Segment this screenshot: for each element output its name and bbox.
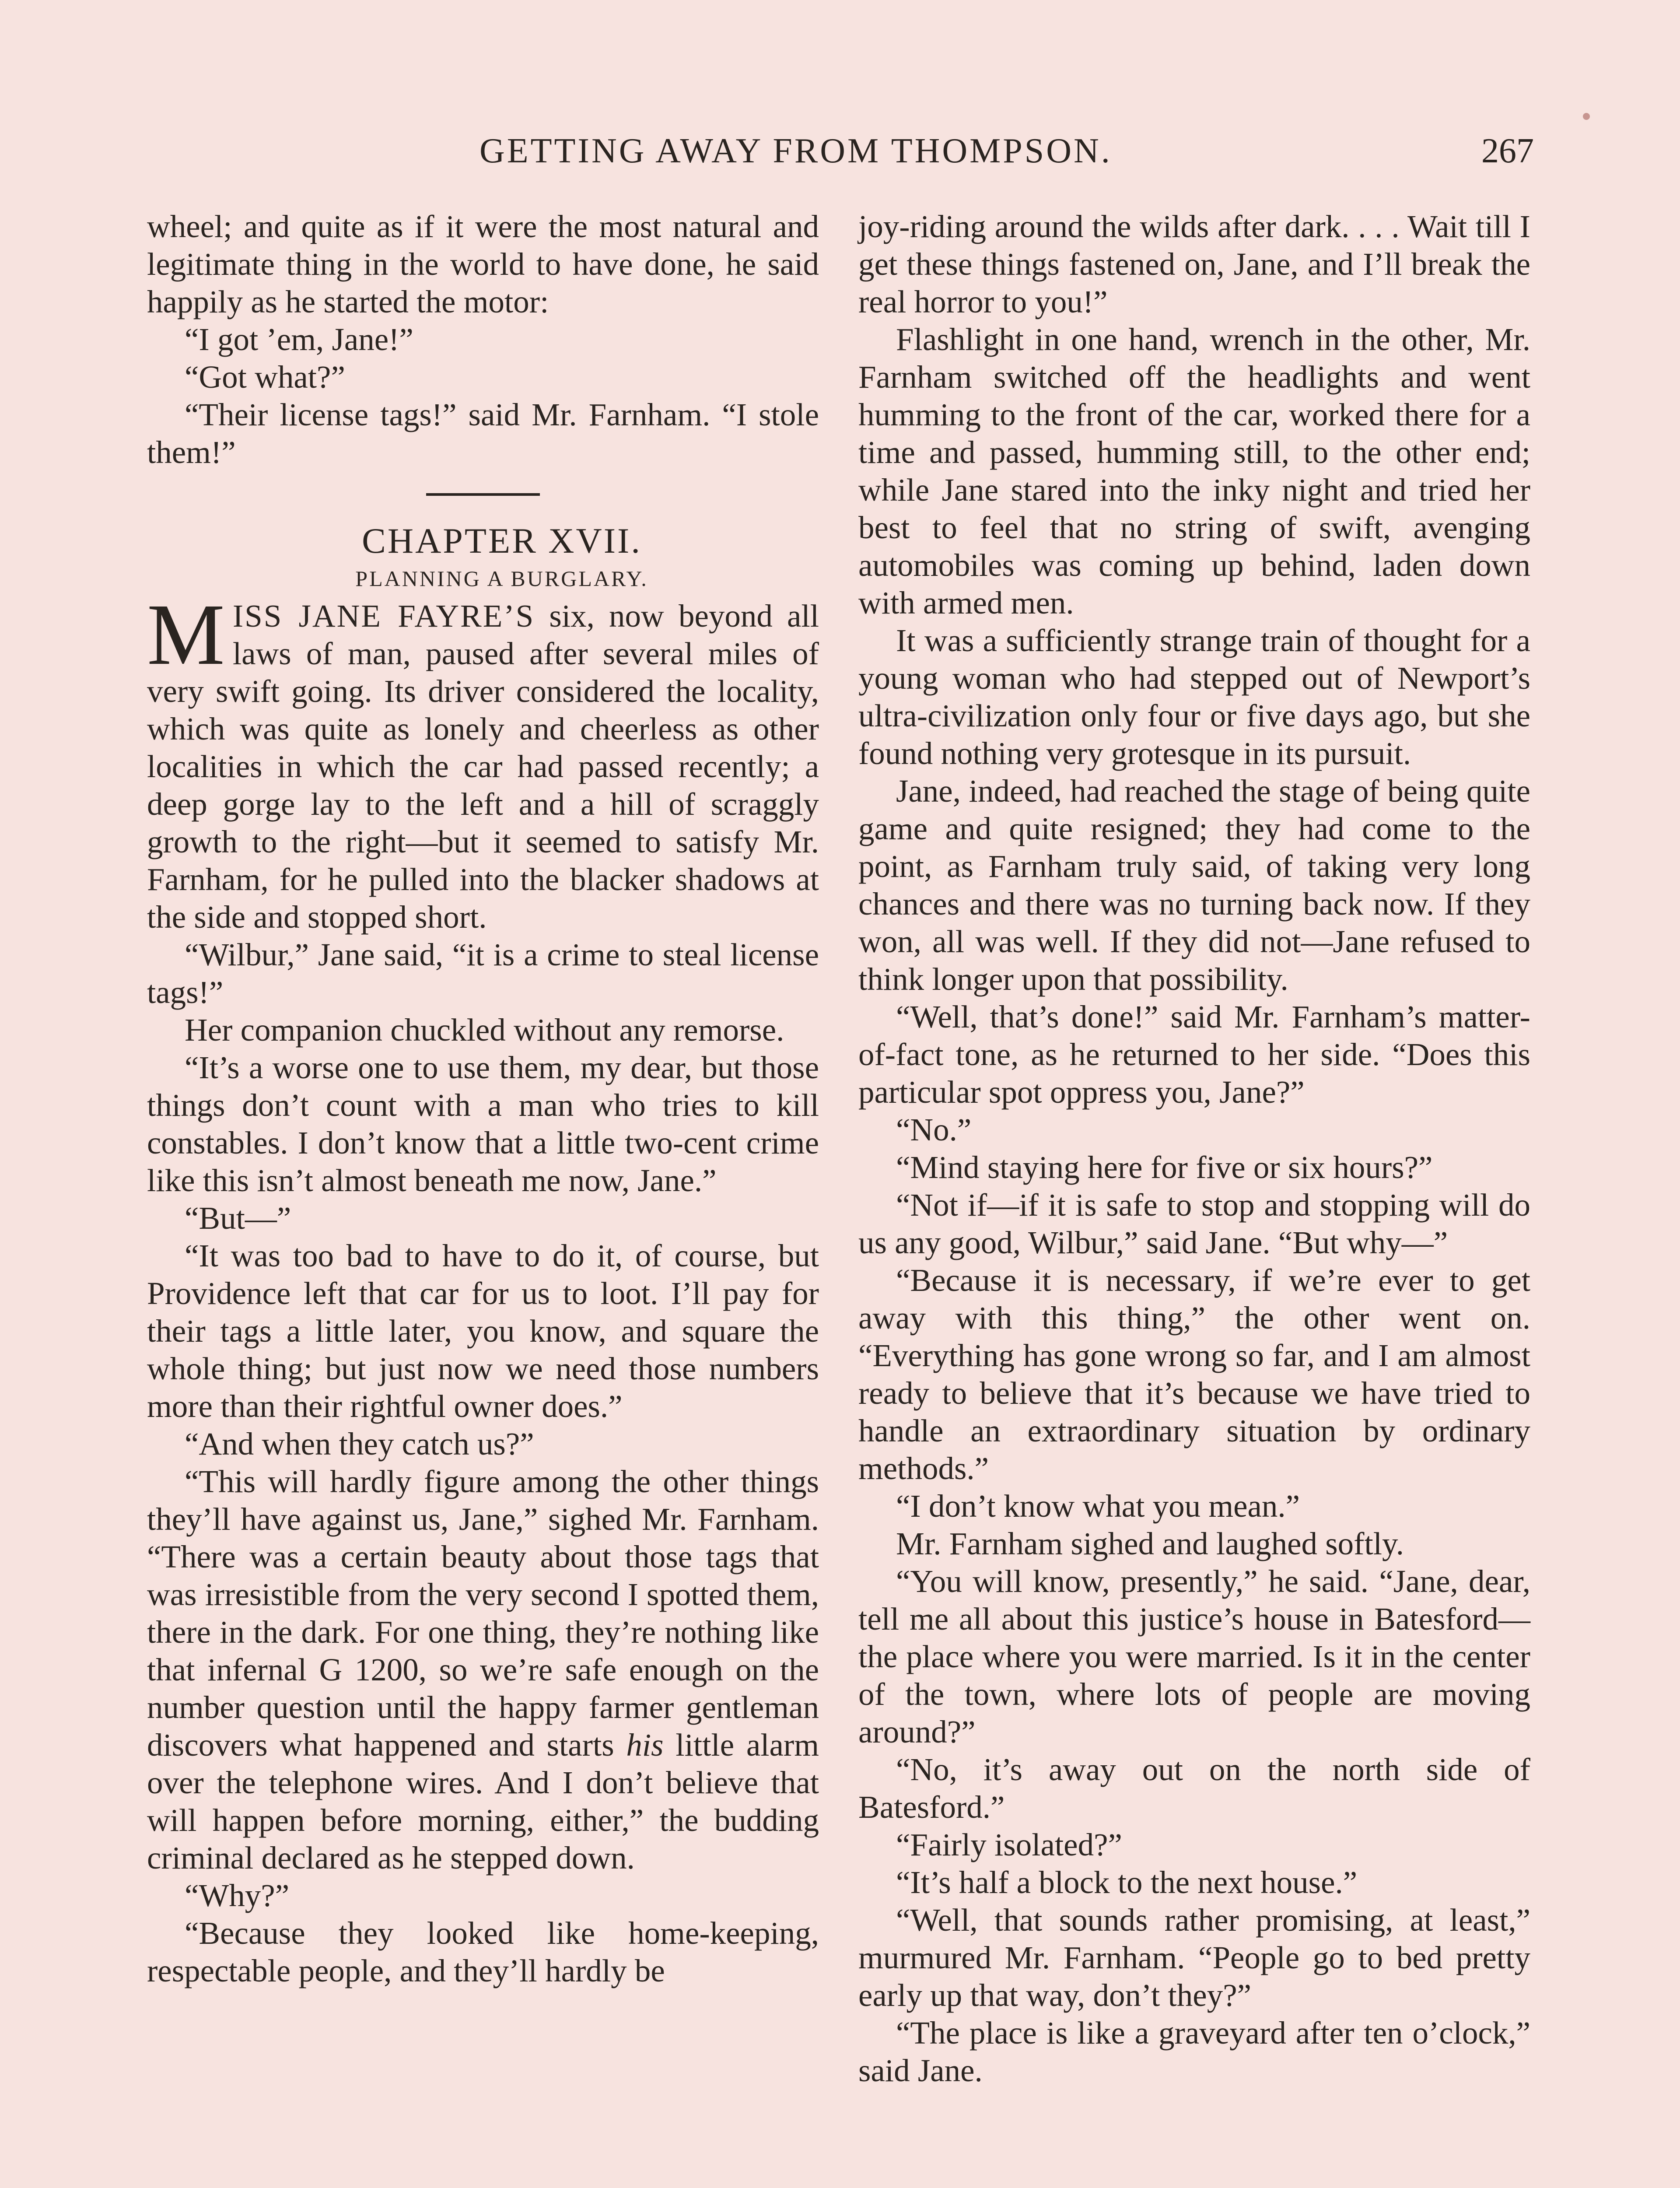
paragraph: [147, 1463, 819, 1877]
paragraph: “I got ’em, Jane!”: [185, 322, 413, 357]
paragraph: “Their license tags!” said Mr. Farnham. “I stole them!”: [147, 397, 819, 470]
paragraph: “No, it’s away out on the north side of Batesford.”: [858, 1752, 1530, 1825]
opening-paragraph: [147, 586, 819, 936]
chapter-title: CHAPTER XVII.: [362, 521, 642, 561]
page-number: 267: [1481, 132, 1534, 170]
opening-text: six, now beyond all laws of man, paused after several miles of very swift going. Its driver considered the locality, which was quite as lonely and cheerless as other localities in which the car had passed recently; a deep gorge lay to the left and a hill of scraggly growth to the right—but it seemed to satisfy Mr. Farnham, for he pulled into the blacker shadows at the side and stopped short.: [147, 598, 819, 935]
lead-caps: ISS JANE FAYRE’S: [232, 598, 535, 634]
paragraph: “Well, that sounds rather promising, at least,” murmured Mr. Farnham. “People go to bed pretty early up that way, don’t they?”: [858, 1902, 1530, 2013]
paragraph: “Because they looked like home-keeping, respectable people, and they’ll hardly be: [147, 1915, 819, 1988]
paragraph: “And when they catch us?”: [185, 1426, 534, 1462]
paragraph: “Not if—if it is safe to stop and stopping will do us any good, Wilbur,” said Jane. “But why—”: [858, 1187, 1530, 1260]
drop-cap: M: [147, 586, 225, 683]
right-column: [858, 208, 1530, 2090]
paragraph: “Why?”: [185, 1878, 290, 1913]
paragraph: “You will know, presently,” he said. “Jane, dear, tell me all about this justice’s house in Batesford—the place where you were married. Is it in the center of the town, where lots of people are moving around?”: [858, 1564, 1530, 1750]
left-column: [147, 208, 819, 1990]
paragraph: “The place is like a graveyard after ten o’clock,” said Jane.: [858, 2015, 1530, 2088]
running-head: [147, 131, 1534, 173]
italic-word: his: [626, 1727, 664, 1763]
paragraph: It was a sufficiently strange train of thought for a young woman who had stepped out of Newport’s ultra-civilization only four or five days ago, but she found nothing very grotesque in its pursuit.: [858, 623, 1530, 771]
paragraph: “Because it is necessary, if we’re ever to get away with this thing,” the other went on. “Everything has gone wrong so far, and I am almost ready to believe that it’s because we have tried to handle an extraordinary situation by ordinary methods.”: [858, 1262, 1530, 1486]
paragraph: Mr. Farnham sighed and laughed softly.: [896, 1526, 1404, 1561]
paragraph: wheel; and quite as if it were the most natural and legitimate thing in the world to have done, he said happily as he started the motor:: [147, 209, 819, 319]
section-divider: [426, 493, 540, 496]
paragraph: “It’s half a block to the next house.”: [896, 1865, 1358, 1900]
paper-speck: [1583, 113, 1590, 120]
paragraph: “But—”: [185, 1200, 291, 1236]
paragraph: joy-riding around the wilds after dark. . . . Wait till I get these things fastened on, Jane, and I’ll break the real horror to you!”: [858, 209, 1530, 319]
paragraph: “It was too bad to have to do it, of course, but Providence left that car for us to loot. I’ll pay for their tags a little later, you know, and square the whole thing; but just now we need those numbers more than their rightful owner does.”: [147, 1238, 819, 1424]
paragraph: “No.”: [896, 1112, 972, 1147]
paragraph: Flashlight in one hand, wrench in the other, Mr. Farnham switched off the headlights and went humming to the front of the car, worked there for a time and passed, humming still, to the other end; while Jane stared into the inky night and tried her best to feel that no string of swift, avenging automobiles was coming up behind, laden down with armed men.: [858, 322, 1530, 621]
paragraph: Jane, indeed, had reached the stage of being quite game and quite resigned; they had come to the point, as Farnham truly said, of taking very long chances and there was no turning back now. If they won, all was well. If they did not—Jane refused to think longer upon that possibility.: [858, 773, 1530, 997]
paragraph: “Got what?”: [185, 359, 345, 395]
paragraph: “Well, that’s done!” said Mr. Farnham’s matter-of-fact tone, as he returned to her side. “Does this particular spot oppress you, Jane?”: [858, 999, 1530, 1110]
paragraph: Her companion chuckled without any remorse.: [185, 1012, 784, 1048]
paragraph: “Wilbur,” Jane said, “it is a crime to steal license tags!”: [147, 937, 819, 1010]
paragraph: “Fairly isolated?”: [896, 1827, 1122, 1862]
text-run: “This will hardly figure among the other things they’ll have against us, Jane,” sighed Mr. Farnham. “There was a certain beauty about those tags that was irresistible from the very second I spotted them, there in the dark. For one thing, they’re nothing like that infernal G 1200, so we’re safe enough on the number question until the happy farmer gentleman discovers what happened and starts: [147, 1464, 819, 1763]
running-title: GETTING AWAY FROM THOMPSON.: [480, 132, 1112, 170]
paragraph: “I don’t know what you mean.”: [896, 1488, 1300, 1524]
chapter-subtitle: PLANNING A BURGLARY.: [355, 566, 648, 591]
paragraph: “It’s a worse one to use them, my dear, but those things don’t count with a man who tries to kill constables. I don’t know that a little two-cent crime like this isn’t almost beneath me now, Jane.”: [147, 1050, 819, 1198]
paragraph: “Mind staying here for five or six hours?”: [896, 1150, 1433, 1185]
text-run: little alarm over the telephone wires. And I don’t believe that will happen before morning, either,” the budding criminal declared as he stepped down.: [147, 1727, 819, 1876]
